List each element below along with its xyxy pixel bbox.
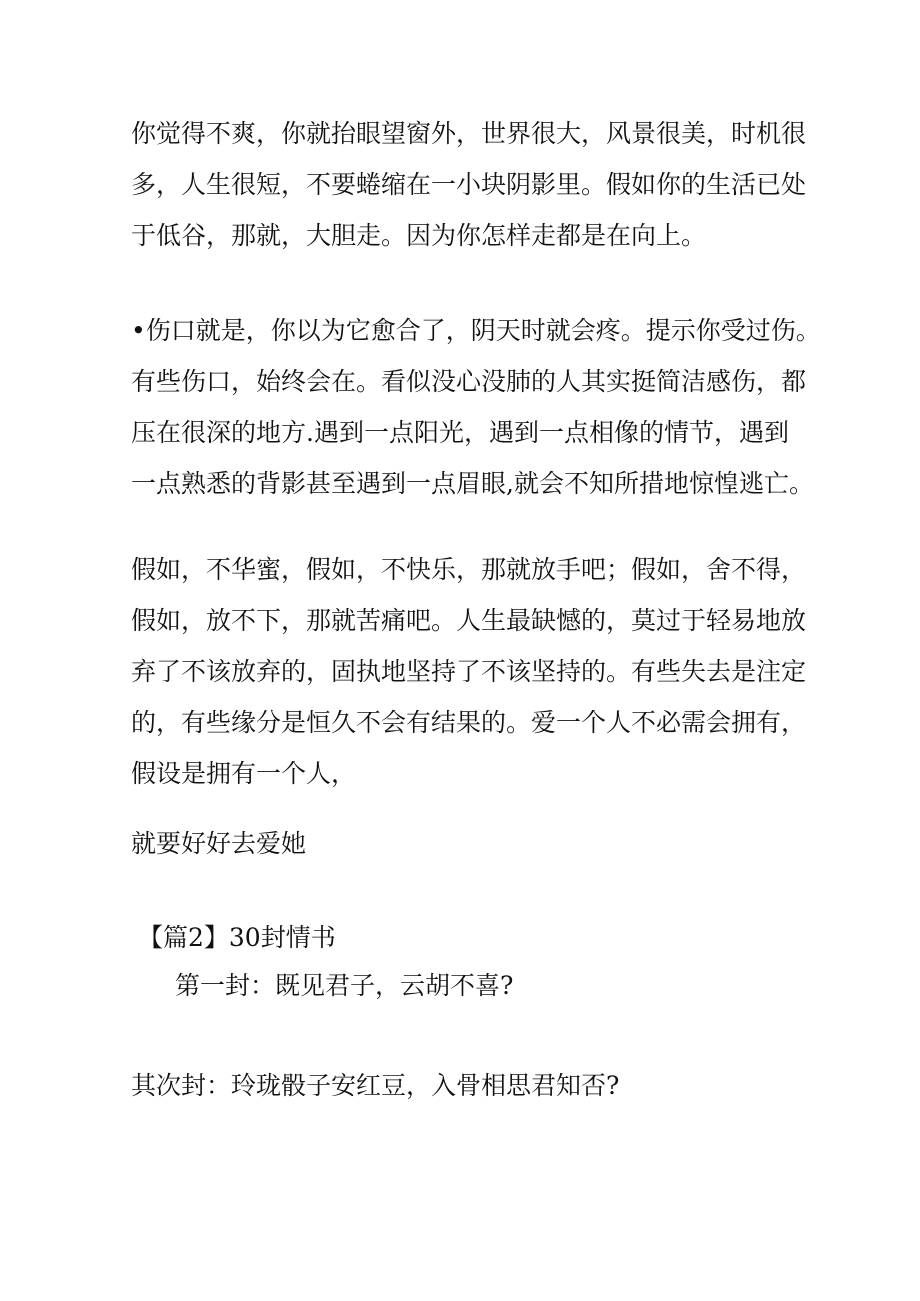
paragraph-line: 一点熟悉的背影甚至遇到一点眉眼,就会不知所措地惊惶逃亡。 — [131, 469, 814, 498]
paragraph-3 — [131, 544, 811, 799]
paragraph-line: •伤口就是，你以为它愈合了，阴天时就会疼。提示你受过伤。 — [131, 316, 821, 345]
paragraph-line: 压在很深的地方.遇到一点阳光，遇到一点相像的情节，遇到 — [131, 418, 789, 447]
paragraph-4 — [131, 818, 811, 869]
paragraph-line: 多，人生很短，不要蜷缩在一小块阴影里。假如你的生活已处 — [131, 170, 807, 199]
paragraph-line: 假如，放不下，那就苦痛吧。人生最缺憾的，莫过于轻易地放 — [131, 606, 807, 635]
paragraph-1 — [131, 108, 811, 261]
paragraph-line: 弃了不该放弃的，固执地坚持了不该坚持的。有些失去是注定 — [131, 657, 807, 686]
paragraph-line: 于低谷，那就，大胆走。因为你怎样走都是在向上。 — [131, 221, 707, 250]
paragraph-line: 的，有些缘分是恒久不会有结果的。爱一个人不必需会拥有， — [131, 708, 807, 737]
letter-line-2: 其次封：玲珑骰子安红豆，入骨相思君知否? — [131, 1071, 620, 1100]
letter-line-1: 第一封：既见君子，云胡不喜? — [175, 971, 514, 1000]
paragraph-line: 你觉得不爽，你就抬眼望窗外，世界很大，风景很美，时机很 — [131, 119, 807, 148]
paragraph-line: 假设是拥有一个人， — [131, 759, 357, 788]
section-heading: 【篇2】30封情书 — [138, 923, 336, 952]
paragraph-line: 假如，不华蜜，假如，不快乐，那就放手吧；假如，舍不得， — [131, 555, 807, 584]
paragraph-line: 就要好好去爱她 — [131, 829, 307, 858]
paragraph-2 — [131, 305, 821, 509]
paragraph-line: 有些伤口，始终会在。看似没心没肺的人其实挺简洁感伤，都 — [131, 367, 807, 396]
